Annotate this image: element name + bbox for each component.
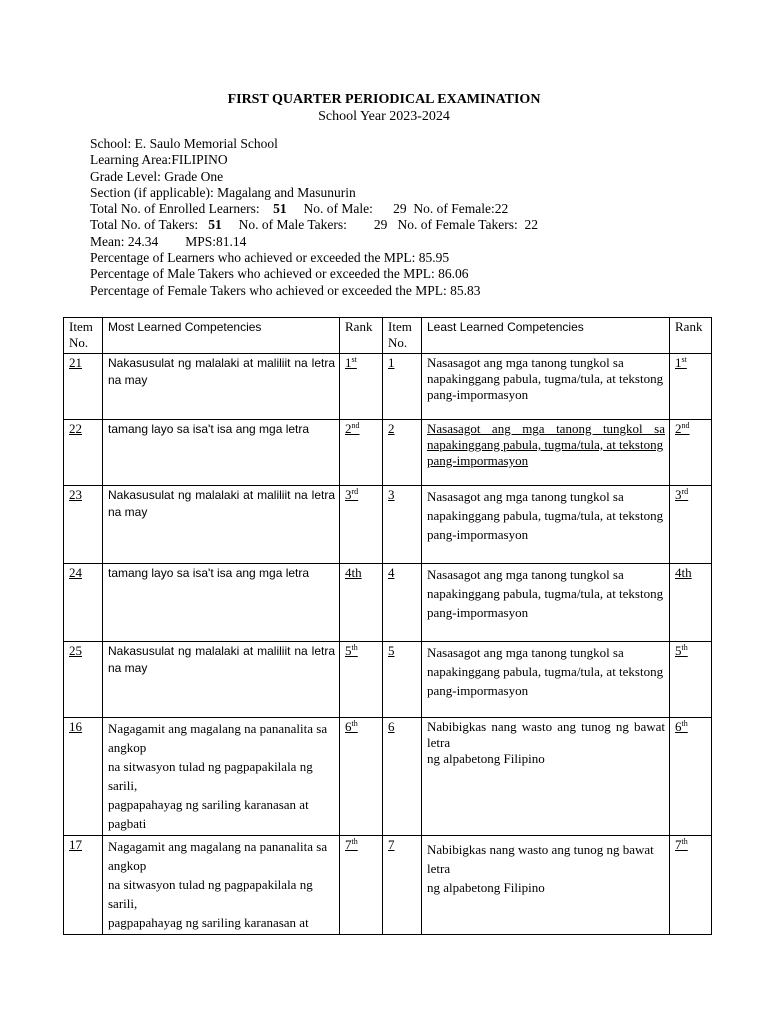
- most-learned-text: Nagagamit ang magalang na pananalita sa angkop na sitwasyon tulad ng pagpapakilala ng sarili, pagpapahayag ng sariling karanasan at pagbati: [103, 718, 340, 836]
- enrolled-male-label: No. of Male:: [303, 201, 373, 217]
- table-header-row: [64, 318, 712, 354]
- least-learned-text: Nasasagot ang mga tanong tungkol sa napakinggang pabula, tugma/tula, at tekstong pang-impormasyon: [422, 420, 670, 486]
- most-learned-text: tamang layo sa isa't isa ang mga letra: [103, 564, 340, 642]
- learning-area-line: Learning Area:FILIPINO: [90, 152, 228, 168]
- pct-male-line: Percentage of Male Takers who achieved or exceeded the MPL: 86.06: [90, 266, 469, 282]
- rank-cell: 4th: [340, 564, 383, 642]
- header-rank-2: Rank: [670, 318, 712, 354]
- item-number: 23: [64, 486, 103, 564]
- item-number: 16: [64, 718, 103, 836]
- least-learned-text: Nabibigkas nang wasto ang tunog ng bawat letra ng alpabetong Filipino: [422, 718, 670, 836]
- school-year: School Year 2023-2024: [318, 109, 450, 124]
- takers-label: Total No. of Takers:: [90, 217, 199, 233]
- rank-cell-2: 1st: [670, 354, 712, 420]
- mean-line: [90, 234, 538, 250]
- most-learned-text: Nakasusulat ng malalaki at maliliit na letra na may: [103, 642, 340, 718]
- document-title: FIRST QUARTER PERIODICAL EXAMINATION: [227, 92, 541, 107]
- most-learned-text: Nagagamit ang magalang na pananalita sa angkop na sitwasyon tulad ng pagpapakilala ng sarili, pagpapahayag ng sariling karanasan at: [103, 836, 340, 935]
- table-row: [64, 420, 712, 486]
- exam-info-block: [90, 136, 538, 299]
- competencies-table: [63, 317, 712, 935]
- table-row: [64, 354, 712, 420]
- least-learned-text: Nasasagot ang mga tanong tungkol sa napakinggang pabula, tugma/tula, at tekstong pang-impormasyon: [422, 486, 670, 564]
- least-learned-text: Nabibigkas nang wasto ang tunog ng bawat letra ng alpabetong Filipino: [422, 836, 670, 935]
- pct-female-line: Percentage of Female Takers who achieved or exceeded the MPL: 85.83: [90, 282, 481, 298]
- least-learned-text: Nasasagot ang mga tanong tungkol sa napakinggang pabula, tugma/tula, at tekstong pang-impormasyon: [422, 642, 670, 718]
- female-takers: No. of Female Takers: 22: [397, 217, 539, 233]
- pct-learners-line: Percentage of Learners who achieved or exceeded the MPL: 85.95: [90, 250, 450, 266]
- male-takers-value: 29: [373, 217, 388, 233]
- header-rank: Rank: [340, 318, 383, 354]
- item-number-2: 3: [383, 486, 422, 564]
- grade-level-line: Grade Level: Grade One: [90, 168, 224, 184]
- school-line: School: E. Saulo Memorial School: [90, 136, 278, 151]
- table-row: [64, 486, 712, 564]
- enrolled-female: No. of Female:22: [413, 201, 509, 217]
- mean-value: Mean: 24.34: [90, 233, 159, 249]
- most-learned-text: tamang layo sa isa't isa ang mga letra: [103, 420, 340, 486]
- table-row: [64, 642, 712, 718]
- enrolled-male-value: 29: [393, 201, 407, 217]
- rank-cell-2: 2nd: [670, 420, 712, 486]
- item-number-2: 6: [383, 718, 422, 836]
- header-item-no-2: Item No.: [383, 318, 422, 354]
- item-number: 17: [64, 836, 103, 935]
- rank-cell: 6th: [340, 718, 383, 836]
- table-row: [64, 718, 712, 836]
- takers-line: [90, 217, 538, 233]
- item-number: 22: [64, 420, 103, 486]
- rank-cell-2: 4th: [670, 564, 712, 642]
- header-least-learned: Least Learned Competencies: [422, 318, 670, 354]
- rank-cell-2: 3rd: [670, 486, 712, 564]
- enrolled-value: 51: [273, 201, 287, 217]
- rank-cell-2: 5th: [670, 642, 712, 718]
- enrolled-line: [90, 201, 538, 217]
- enrolled-label: Total No. of Enrolled Learners:: [90, 201, 260, 217]
- male-takers-label: No. of Male Takers:: [238, 217, 347, 233]
- takers-value: 51: [208, 217, 222, 233]
- header-item-no: Item No.: [64, 318, 103, 354]
- item-number: 25: [64, 642, 103, 718]
- item-number-2: 7: [383, 836, 422, 935]
- table-row: [64, 836, 712, 935]
- item-number-2: 2: [383, 420, 422, 486]
- mps-value: MPS:81.14: [185, 233, 247, 249]
- rank-cell: 7th: [340, 836, 383, 935]
- item-number-2: 1: [383, 354, 422, 420]
- item-number: 24: [64, 564, 103, 642]
- rank-cell-2: 7th: [670, 836, 712, 935]
- least-learned-text: Nasasagot ang mga tanong tungkol sa napakinggang pabula, tugma/tula, at tekstong pang-impormasyon: [422, 564, 670, 642]
- header-most-learned: Most Learned Competencies: [103, 318, 340, 354]
- least-learned-text: Nasasagot ang mga tanong tungkol sa napakinggang pabula, tugma/tula, at tekstong pang-impormasyon: [422, 354, 670, 420]
- table-row: [64, 564, 712, 642]
- most-learned-text: Nakasusulat ng malalaki at maliliit na letra na may: [103, 354, 340, 420]
- section-line: Section (if applicable): Magalang and Masunurin: [90, 184, 356, 200]
- rank-cell-2: 6th: [670, 718, 712, 836]
- item-number: 21: [64, 354, 103, 420]
- rank-cell: 1st: [340, 354, 383, 420]
- most-learned-text: Nakasusulat ng malalaki at maliliit na letra na may: [103, 486, 340, 564]
- rank-cell: 5th: [340, 642, 383, 718]
- item-number-2: 5: [383, 642, 422, 718]
- rank-cell: 2nd: [340, 420, 383, 486]
- item-number-2: 4: [383, 564, 422, 642]
- rank-cell: 3rd: [340, 486, 383, 564]
